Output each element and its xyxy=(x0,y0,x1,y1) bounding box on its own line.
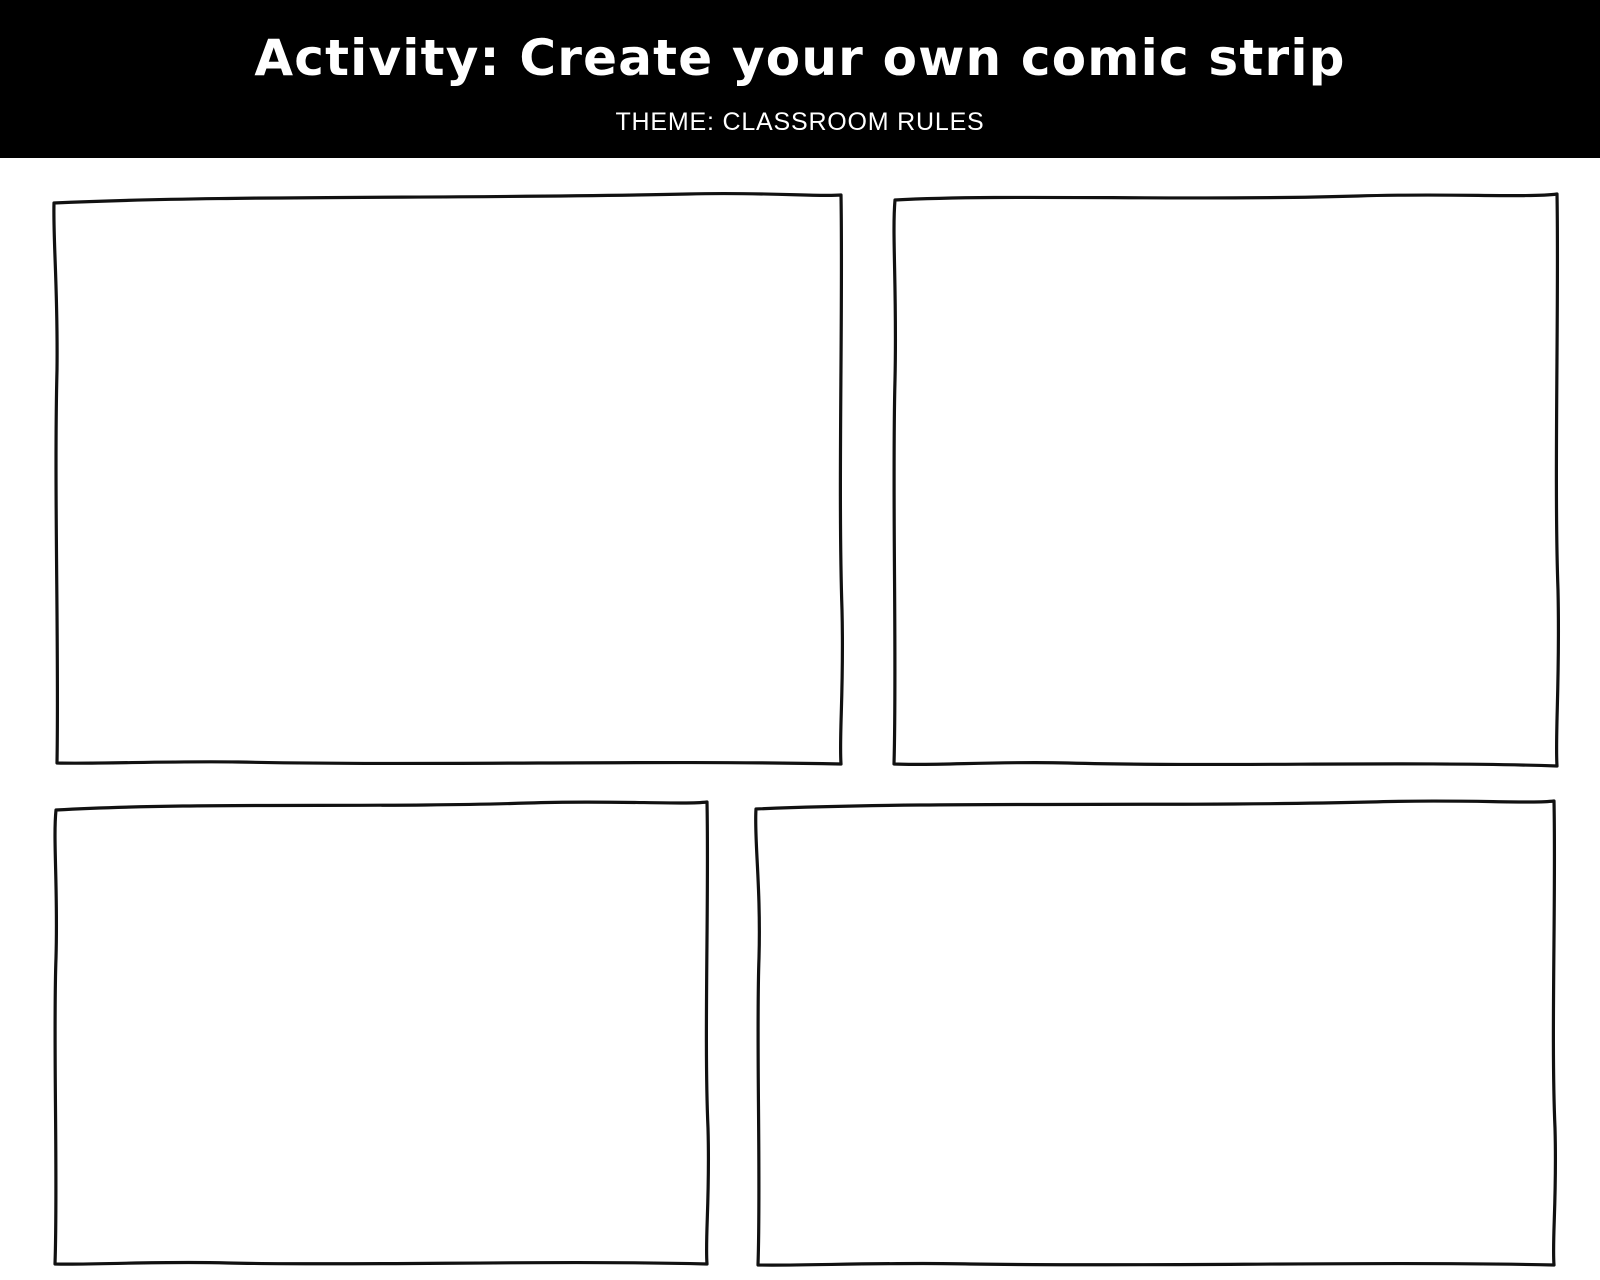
panel-frame-icon xyxy=(48,798,713,1268)
panel-frame-icon xyxy=(48,190,848,770)
comic-panel-1[interactable] xyxy=(48,190,848,770)
comic-panel-2[interactable] xyxy=(888,190,1563,770)
panel-frame-icon xyxy=(888,190,1563,770)
header-band xyxy=(0,0,1600,158)
comic-panel-grid xyxy=(0,158,1600,1280)
comic-panel-3[interactable] xyxy=(48,798,713,1268)
page-subtitle: THEME: CLASSROOM RULES xyxy=(615,108,985,136)
comic-panel-4[interactable] xyxy=(750,798,1560,1268)
panel-frame-icon xyxy=(750,798,1560,1268)
page-title: Activity: Create your own comic strip xyxy=(254,29,1346,87)
